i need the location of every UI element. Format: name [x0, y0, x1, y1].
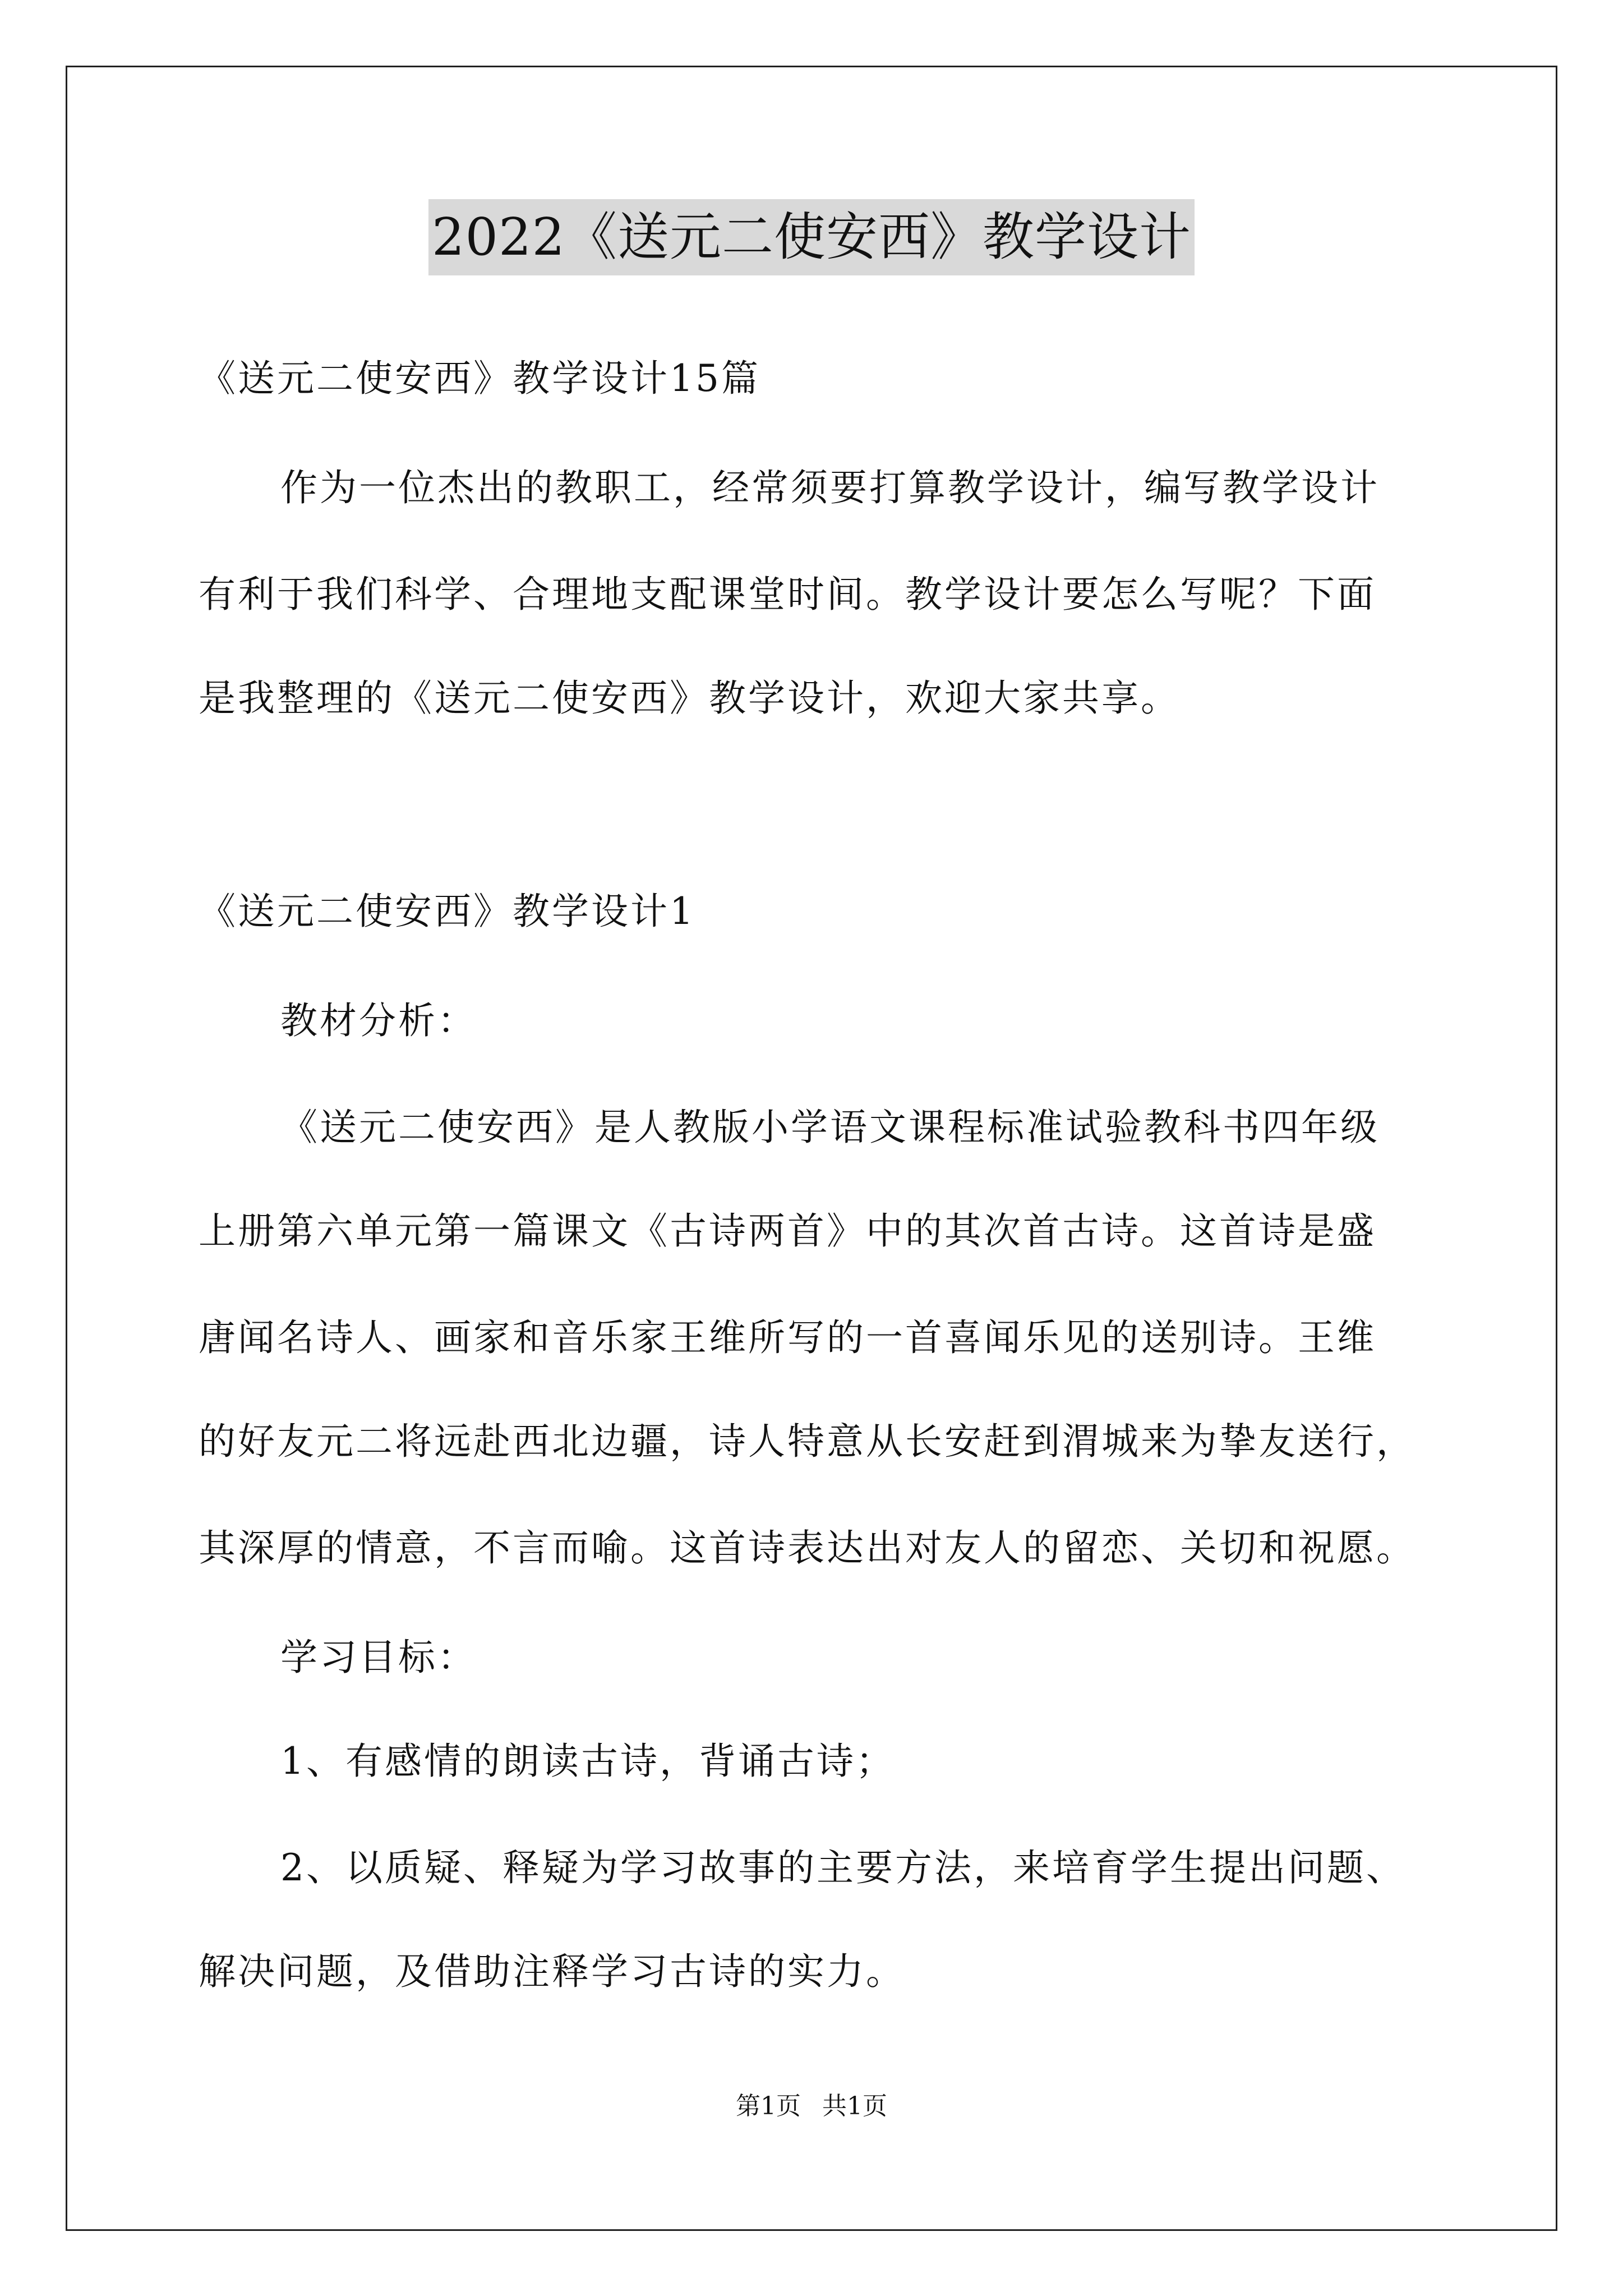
document-title: 2022《送元二使安西》教学设计 — [428, 199, 1195, 275]
page-number-total: 共1页 — [822, 2092, 887, 2120]
goal-2-line-2: 解决问题，及借助注释学习古诗的实力。 — [199, 1950, 905, 1993]
intro-line-3: 是我整理的《送元二使安西》教学设计，欢迎大家共享。 — [199, 677, 1180, 720]
analysis-line-4: 的好友元二将远赴西北边疆，诗人特意从长安赶到渭城来为挚友送行， — [199, 1420, 1415, 1463]
section-title: 《送元二使安西》教学设计1 — [199, 890, 695, 933]
analysis-line-1: 《送元二使安西》是人教版小学语文课程标准试验教科书四年级 — [280, 1106, 1380, 1149]
page-number-current: 第1页 — [736, 2092, 801, 2120]
goals-heading: 学习目标： — [280, 1636, 477, 1679]
goal-2-line-1: 2、以质疑、释疑为学习故事的主要方法，来培育学生提出问题、 — [280, 1846, 1405, 1889]
analysis-line-2: 上册第六单元第一篇课文《古诗两首》中的其次首古诗。这首诗是盛 — [199, 1209, 1376, 1253]
analysis-line-5: 其深厚的情意，不言而喻。这首诗表达出对友人的留恋、关切和祝愿。 — [199, 1526, 1415, 1570]
analysis-heading: 教材分析： — [280, 999, 477, 1042]
intro-line-1: 作为一位杰出的教职工，经常须要打算教学设计，编写教学设计 — [280, 466, 1380, 509]
page-footer — [0, 2090, 1623, 2123]
analysis-line-3: 唐闻名诗人、画家和音乐家王维所写的一首喜闻乐见的送别诗。王维 — [199, 1316, 1376, 1359]
intro-line-2: 有利于我们科学、合理地支配课堂时间。教学设计要怎么写呢？下面 — [199, 573, 1376, 616]
title-wrap — [0, 199, 1623, 275]
document-subtitle: 《送元二使安西》教学设计15篇 — [199, 357, 760, 400]
goal-1: 1、有感情的朗读古诗，背诵古诗； — [280, 1740, 895, 1783]
